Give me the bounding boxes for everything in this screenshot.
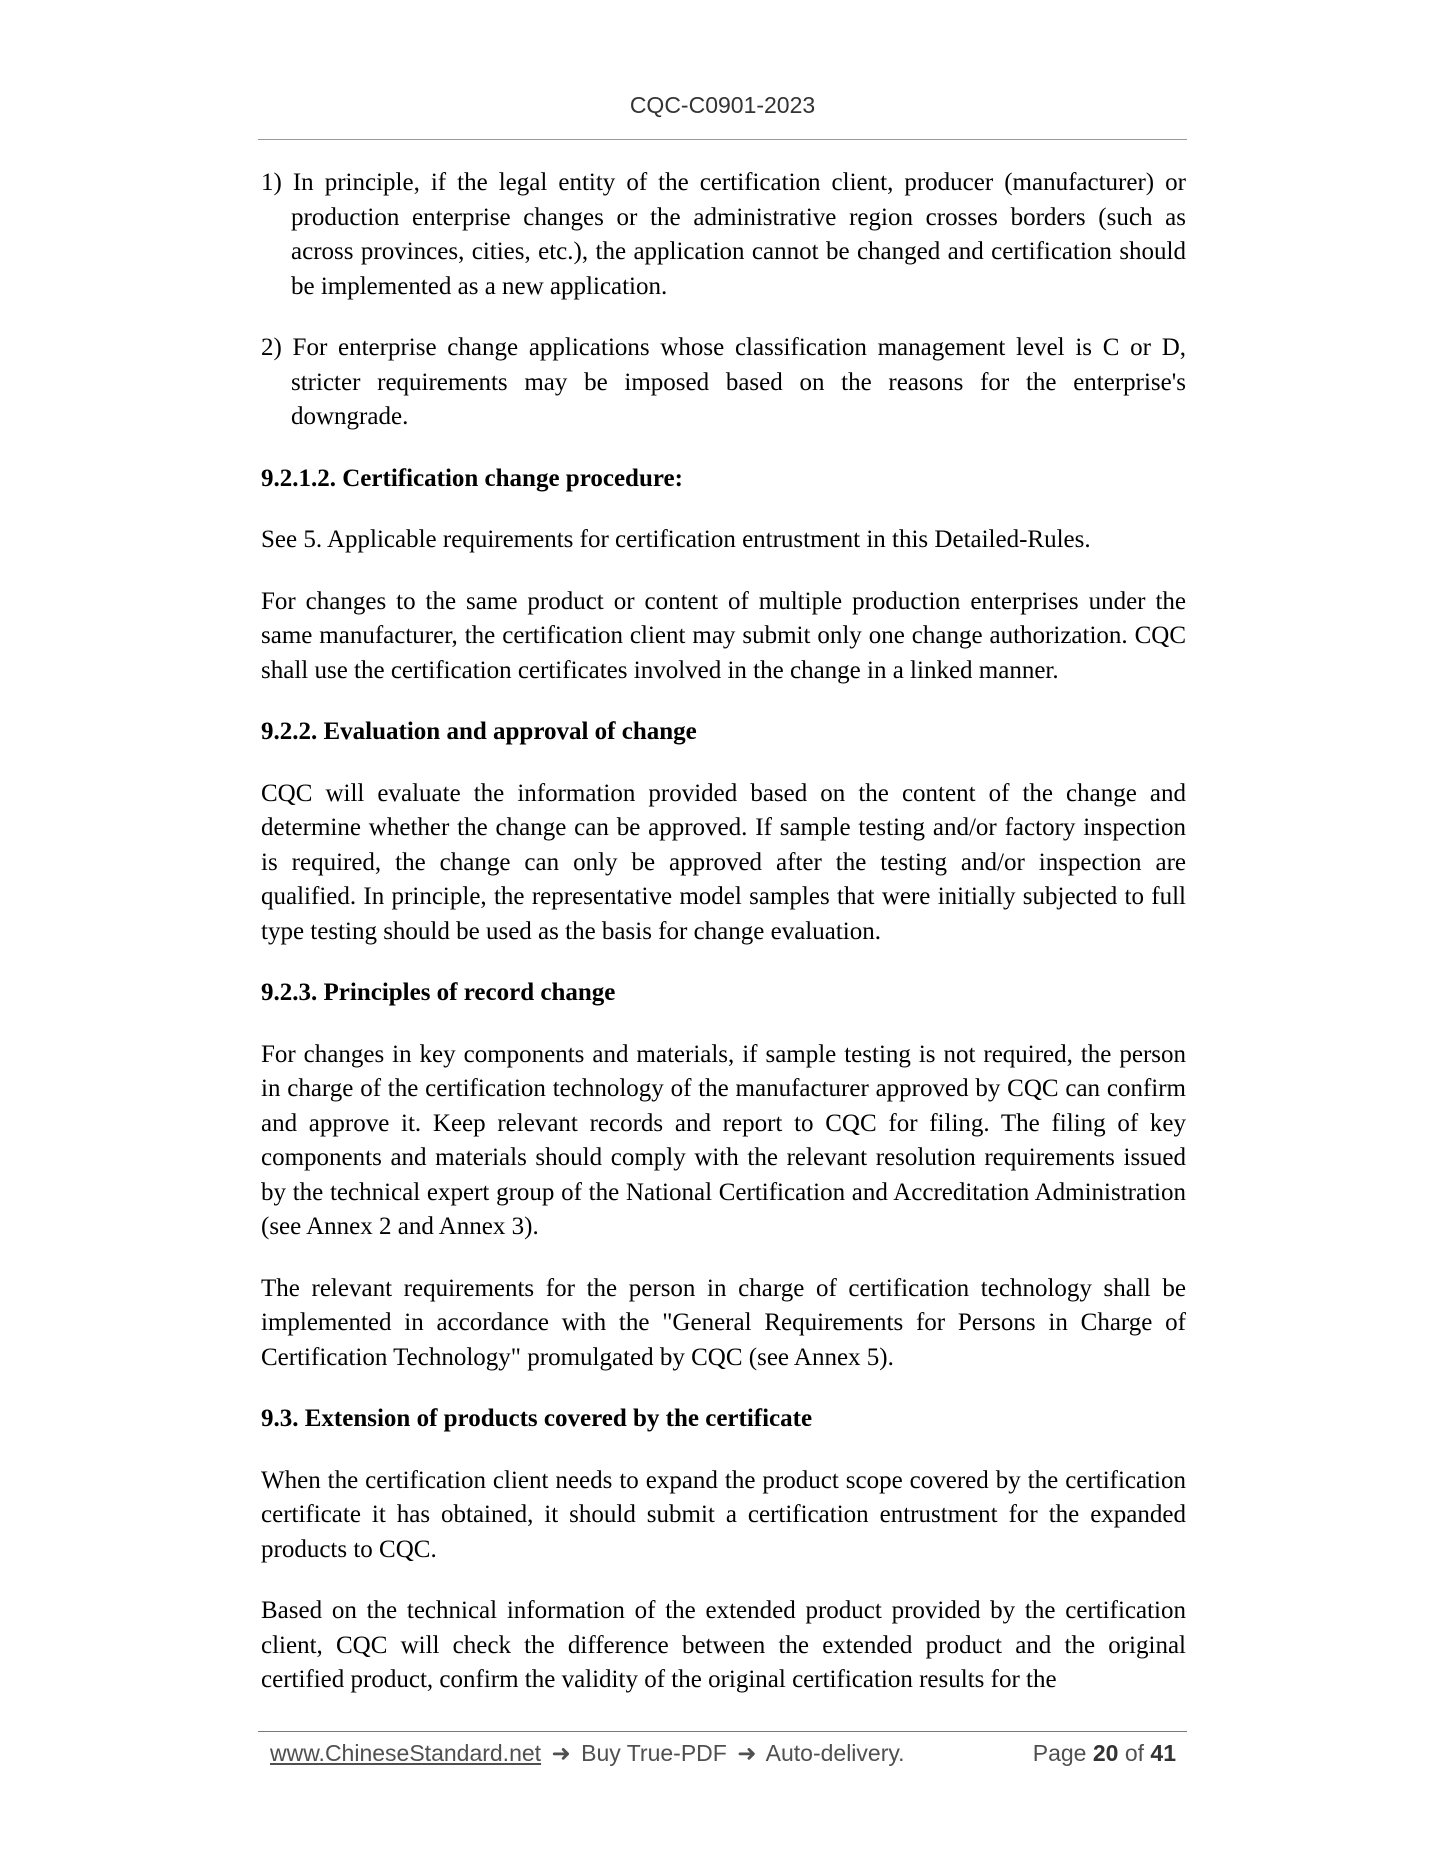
arrow-right-icon: ➜: [551, 1740, 571, 1766]
page-footer: [270, 1736, 1184, 1770]
paragraph-same-product-changes: For changes to the same product or content of multiple production enterprises under the same manufacturer, the certification client may submit only one change authorization. CQC shall use the certification certificates involved in the change in a linked manner.: [261, 587, 1186, 684]
header-divider: [258, 139, 1187, 140]
list-item-1: 1) In principle, if the legal entity of the certification client, producer (manufacturer) or production enterprise changes or the administrative region crosses borders (such as across provinces, cities, etc.), the application cannot be changed and certification should be implemented as a new application.: [261, 169, 1186, 300]
paragraph-evaluation: CQC will evaluate the information provided based on the content of the change and determine whether the change can be approved. If sample testing and/or factory inspection is required, the change can only be approved after the testing and/or inspection are qualified. In principle, the representative model samples that were initially subjected to full type testing should be used as the basis for change evaluation.: [261, 779, 1186, 945]
arrow-right-icon: ➜: [737, 1740, 757, 1766]
paragraph-person-in-charge: The relevant requirements for the person in charge of certification technology shall be implemented in accordance with the "General Requirements for Persons in Charge of Certification Technology" promulgated by CQC (see Annex 5).: [261, 1274, 1186, 1371]
website-link[interactable]: www.ChineseStandard.net: [270, 1740, 542, 1766]
heading-9-3: 9.3. Extension of products covered by the certificate: [261, 1405, 813, 1432]
total-pages-number: 41: [1150, 1740, 1176, 1766]
footer-promo: [270, 1736, 905, 1770]
heading-9-2-2: 9.2.2. Evaluation and approval of change: [261, 718, 697, 745]
heading-9-2-1-2: 9.2.1.2. Certification change procedure:: [261, 464, 683, 492]
footer-divider: [258, 1731, 1187, 1732]
page-number-indicator: [1033, 1736, 1176, 1770]
of-label: of: [1124, 1740, 1145, 1766]
paragraph-expand-scope: When the certification client needs to expand the product scope covered by the certification certificate it has obtained, it should submit a certification entrustment for the expanded products to CQC.: [261, 1466, 1186, 1563]
list-item-2: 2) For enterprise change applications whose classification management level is C or D, stricter requirements may be imposed based on the reasons for the enterprise's downgrade.: [261, 334, 1186, 430]
paragraph-key-components: For changes in key components and materials, if sample testing is not required, the person in charge of the certification technology of the manufacturer approved by CQC can confirm and approve it. Keep relevant records and report to CQC for filing. The filing of key components and materials should comply with the relevant resolution requirements issued by the technical expert group of the National Certification and Accreditation Administration (see Annex 2 and Annex 3).: [261, 1040, 1186, 1240]
auto-delivery-text: Auto-delivery.: [765, 1740, 905, 1766]
page-label: Page: [1032, 1740, 1087, 1766]
current-page-number: 20: [1092, 1740, 1119, 1766]
page-body: [261, 166, 1186, 1725]
paragraph-see-5: See 5. Applicable requirements for certification entrustment in this Detailed-Rules.: [261, 526, 1091, 553]
buy-true-pdf-text: Buy True-PDF: [581, 1740, 727, 1766]
document-code-header: CQC-C0901-2023: [629, 92, 816, 118]
paragraph-based-on-technical-info: Based on the technical information of the extended product provided by the certification client, CQC will check the difference between the extended product and the original certified product, confirm the validity of the original certification results for the: [261, 1597, 1186, 1693]
heading-9-2-3: 9.2.3. Principles of record change: [261, 979, 616, 1006]
